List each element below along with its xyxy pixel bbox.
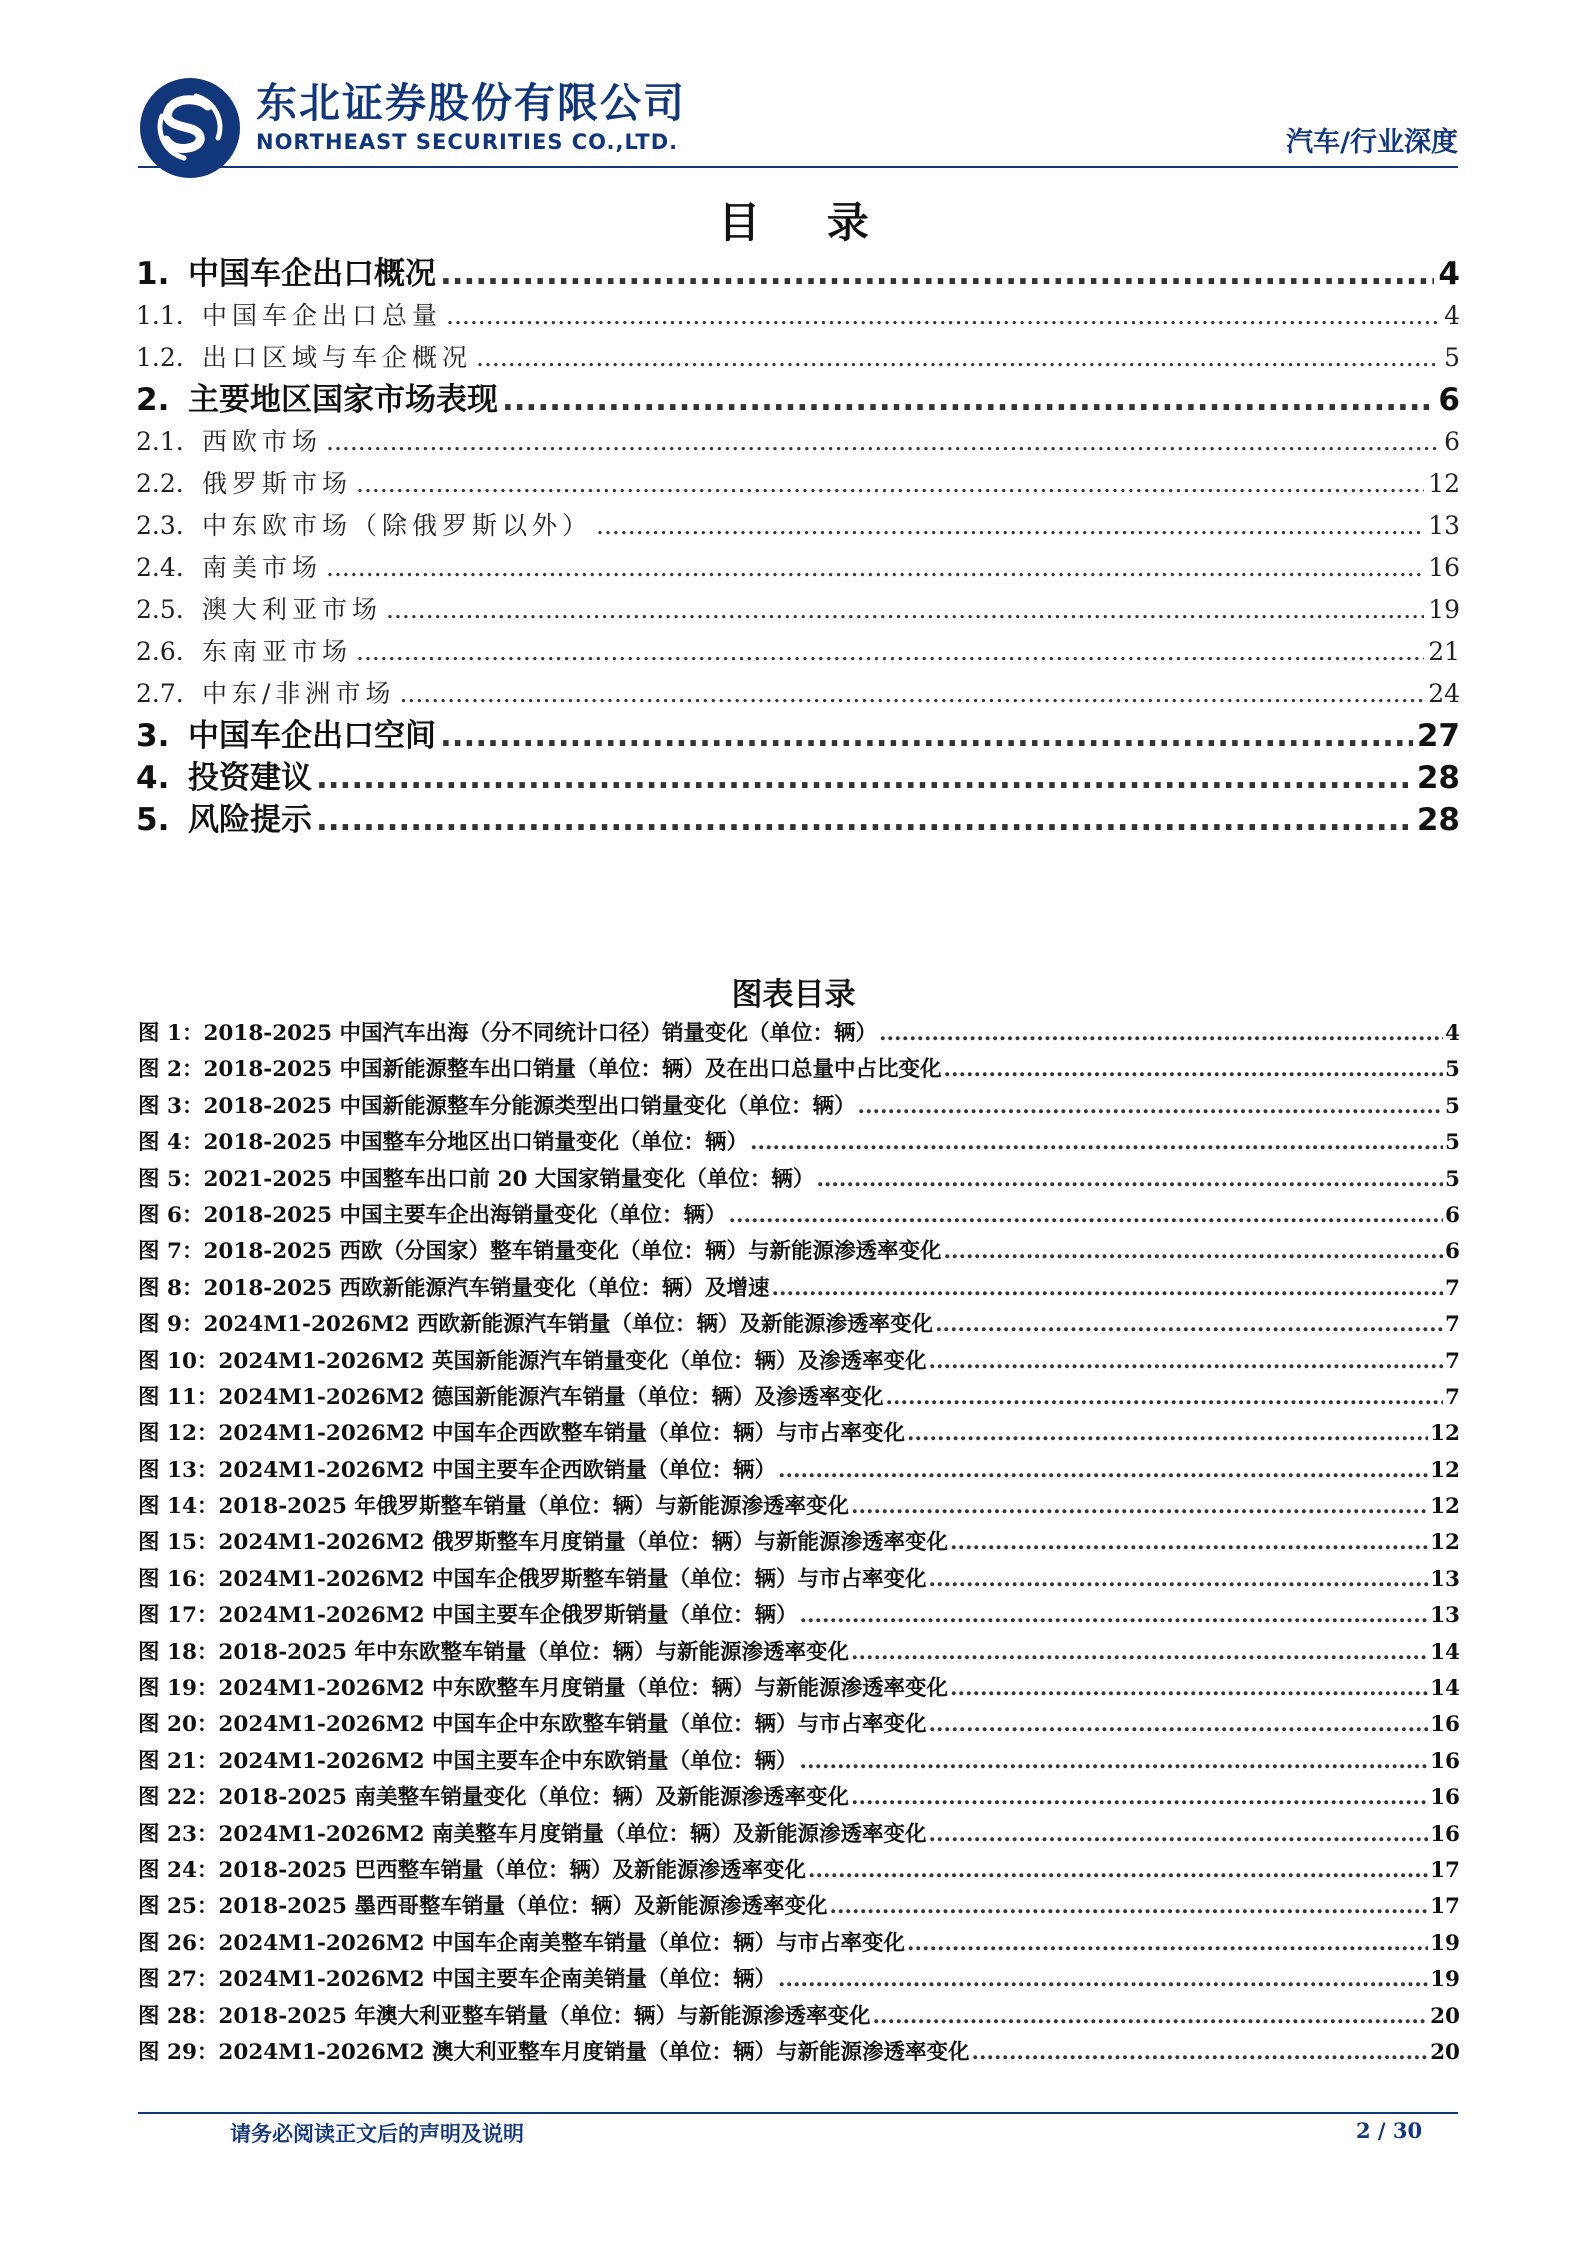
- figure-entry[interactable]: [138, 1416, 1460, 1452]
- figure-entry-page: 20: [1430, 2003, 1460, 2029]
- figure-entry-label: 图 23：2024M1-2026M2 南美整车月度销量（单位：辆）及新能源渗透率变化: [138, 1821, 927, 1847]
- toc-entry[interactable]: [136, 337, 1460, 379]
- toc-entry[interactable]: [136, 421, 1460, 463]
- toc-entry[interactable]: [136, 715, 1460, 757]
- figure-entry-label: 图 21：2024M1-2026M2 中国主要车企中东欧销量（单位：辆）: [138, 1748, 798, 1774]
- dot-leader: [879, 1016, 1443, 1052]
- dot-leader: [750, 1125, 1443, 1161]
- page-number: 2 / 30: [1356, 2118, 1423, 2143]
- toc-entry[interactable]: [136, 295, 1460, 337]
- toc-entry-number: 2.7.: [136, 679, 184, 708]
- toc-entry[interactable]: [136, 379, 1460, 421]
- toc-entry-text: 中东/非洲市场: [202, 679, 396, 708]
- toc-entry-page: 4: [1438, 256, 1460, 292]
- dot-leader: [729, 1198, 1443, 1234]
- toc-entry-page: 28: [1416, 802, 1460, 838]
- toc-entry-number: 2.6.: [136, 637, 184, 666]
- toc-entry-number: 2.4.: [136, 553, 184, 582]
- figure-entry[interactable]: [138, 1853, 1460, 1889]
- toc-entry-text: 中国车企出口概况: [188, 256, 436, 292]
- figure-entry[interactable]: [138, 1453, 1460, 1489]
- figure-entry[interactable]: [138, 1525, 1460, 1561]
- dot-leader: [326, 421, 1440, 463]
- figure-entry[interactable]: [138, 1562, 1460, 1598]
- dot-leader: [944, 1052, 1443, 1088]
- toc-entry-page: 5: [1444, 343, 1460, 372]
- dot-leader: [316, 799, 1413, 841]
- toc-entry-number: 1.: [136, 256, 170, 292]
- figure-entry-page: 6: [1445, 1202, 1460, 1228]
- figure-entry[interactable]: [138, 1926, 1460, 1962]
- toc-entry-page: 4: [1444, 301, 1460, 330]
- footer-divider: [138, 2112, 1458, 2114]
- toc-entry-page: 6: [1438, 382, 1460, 418]
- figure-entry[interactable]: [138, 1125, 1460, 1161]
- dot-leader: [858, 1089, 1443, 1125]
- toc-entry-text: 中国车企出口空间: [188, 718, 436, 754]
- toc-entry-label: [136, 505, 592, 547]
- dot-leader: [816, 1162, 1443, 1198]
- dot-leader: [476, 337, 1440, 379]
- figure-entry-label: 图 8：2018-2025 西欧新能源汽车销量变化（单位：辆）及增速: [138, 1275, 770, 1301]
- toc-entry-page: 12: [1428, 469, 1460, 498]
- figure-entry[interactable]: [138, 1052, 1460, 1088]
- figure-entry-label: 图 19：2024M1-2026M2 中东欧整车月度销量（单位：辆）与新能源渗透率变化: [138, 1676, 949, 1702]
- figure-entry-label: 图 28：2018-2025 年澳大利亚整车销量（单位：辆）与新能源渗透率变化: [138, 2003, 871, 2029]
- figure-entry-label: 图 22：2018-2025 南美整车销量变化（单位：辆）及新能源渗透率变化: [138, 1785, 849, 1811]
- toc-entry-label: [136, 631, 352, 673]
- toc-entry-label: [136, 253, 436, 295]
- figure-entry-page: 19: [1430, 1967, 1460, 1993]
- figure-entry-label: 图 1：2018-2025 中国汽车出海（分不同统计口径）销量变化（单位：辆）: [138, 1021, 878, 1046]
- toc-entry-label: [136, 295, 442, 337]
- figure-entry-label: 图 20：2024M1-2026M2 中国车企中东欧整车销量（单位：辆）与市占率变化: [138, 1712, 927, 1738]
- toc-entry-page: 28: [1416, 760, 1460, 796]
- figure-entry-page: 16: [1430, 1712, 1460, 1738]
- figure-entry-page: 5: [1445, 1093, 1460, 1119]
- dot-leader: [907, 1926, 1428, 1962]
- toc-entry[interactable]: [136, 505, 1460, 547]
- toc-entry-page: 13: [1428, 511, 1460, 540]
- dot-leader: [944, 1234, 1443, 1270]
- dot-leader: [929, 1817, 1429, 1853]
- toc-entry[interactable]: [136, 673, 1460, 715]
- figure-entry-page: 4: [1445, 1021, 1460, 1046]
- toc-entry-page: 6: [1444, 427, 1460, 456]
- figure-entry[interactable]: [138, 1999, 1460, 2035]
- figure-entry[interactable]: [138, 1889, 1460, 1925]
- figure-entry-label: 图 25：2018-2025 墨西哥整车销量（单位：辆）及新能源渗透率变化: [138, 1894, 828, 1920]
- figure-entry-label: 图 26：2024M1-2026M2 中国车企南美整车销量（单位：辆）与市占率变化: [138, 1930, 906, 1956]
- figure-entry-label: 图 24：2018-2025 巴西整车销量（单位：辆）及新能源渗透率变化: [138, 1857, 806, 1883]
- figure-entry[interactable]: [138, 1198, 1460, 1234]
- dot-leader: [873, 1999, 1429, 2035]
- dot-leader: [778, 1962, 1428, 1998]
- dot-leader: [886, 1380, 1444, 1416]
- company-logo-icon: [138, 76, 242, 180]
- dot-leader: [929, 1707, 1429, 1743]
- toc-entry-text: 俄罗斯市场: [202, 469, 353, 498]
- toc-entry-text: 东南亚市场: [202, 637, 353, 666]
- figure-entry-label: 图 4：2018-2025 中国整车分地区出口销量变化（单位：辆）: [138, 1130, 749, 1156]
- figure-entry[interactable]: [138, 1016, 1460, 1052]
- dot-leader: [772, 1271, 1443, 1307]
- figure-entry-page: 12: [1430, 1421, 1460, 1447]
- figure-entry-page: 7: [1445, 1384, 1460, 1410]
- company-name: [256, 78, 686, 156]
- figure-entry-label: 图 18：2018-2025 年中东欧整车销量（单位：辆）与新能源渗透率变化: [138, 1639, 849, 1665]
- toc-entry-text: 投资建议: [188, 760, 312, 796]
- toc-entry-number: 1.1.: [136, 301, 184, 330]
- figure-entry-label: 图 13：2024M1-2026M2 中国主要车企西欧销量（单位：辆）: [138, 1457, 777, 1483]
- toc-entry[interactable]: [136, 253, 1460, 295]
- figure-entry-page: 16: [1430, 1785, 1460, 1811]
- figure-entry[interactable]: [138, 1671, 1460, 1707]
- dot-leader: [907, 1416, 1428, 1452]
- toc-entry-page: 16: [1428, 553, 1460, 582]
- toc-entry[interactable]: [136, 631, 1460, 673]
- figure-entry-label: 图 9：2024M1-2026M2 西欧新能源汽车销量（单位：辆）及新能源渗透率变化: [138, 1312, 934, 1338]
- dot-leader: [851, 1780, 1428, 1816]
- toc-entry-label: [136, 757, 312, 799]
- figure-entry-label: 图 17：2024M1-2026M2 中国主要车企俄罗斯销量（单位：辆）: [138, 1603, 798, 1629]
- toc-entry-number: 2.5.: [136, 595, 184, 624]
- figure-entry-page: 19: [1430, 1930, 1460, 1956]
- figure-entry-page: 5: [1445, 1057, 1460, 1083]
- dot-leader: [399, 673, 1424, 715]
- figure-entry-label: 图 11：2024M1-2026M2 德国新能源汽车销量（单位：辆）及渗透率变化: [138, 1384, 884, 1410]
- dot-leader: [972, 2035, 1429, 2071]
- dot-leader: [440, 253, 1434, 295]
- dot-leader: [440, 715, 1413, 757]
- figure-entry-page: 12: [1430, 1530, 1460, 1556]
- figure-entry-label: 图 3：2018-2025 中国新能源整车分能源类型出口销量变化（单位：辆）: [138, 1093, 856, 1119]
- toc-entry-number: 3.: [136, 718, 170, 754]
- toc-entry-page: 19: [1428, 595, 1460, 624]
- toc-entry-number: 2.1.: [136, 427, 184, 456]
- dot-leader: [356, 631, 1424, 673]
- dot-leader: [929, 1344, 1444, 1380]
- toc-entry-label: [136, 715, 436, 757]
- figure-entry-page: 12: [1430, 1457, 1460, 1483]
- toc-entry-text: 南美市场: [202, 553, 323, 582]
- figure-entry-page: 13: [1430, 1603, 1460, 1629]
- toc-entry-label: [136, 379, 498, 421]
- figure-entry-page: 6: [1445, 1239, 1460, 1265]
- dot-leader: [935, 1307, 1443, 1343]
- figure-entry-page: 7: [1445, 1312, 1460, 1338]
- toc-entry-text: 澳大利亚市场: [202, 595, 383, 624]
- figure-entry-page: 5: [1445, 1166, 1460, 1192]
- figure-entry[interactable]: [138, 1162, 1460, 1198]
- dot-leader: [950, 1525, 1428, 1561]
- dot-leader: [326, 547, 1424, 589]
- figure-entry-label: 图 6：2018-2025 中国主要车企出海销量变化（单位：辆）: [138, 1202, 727, 1228]
- figure-entry[interactable]: [138, 1234, 1460, 1270]
- dot-leader: [356, 463, 1424, 505]
- toc-entry-text: 中国车企出口总量: [202, 301, 443, 330]
- figure-entry[interactable]: [138, 1707, 1460, 1743]
- toc-entry-text: 主要地区国家市场表现: [188, 382, 498, 418]
- toc-entry-page: 21: [1428, 637, 1460, 666]
- toc-entry-label: [136, 799, 312, 841]
- toc-entry[interactable]: [136, 799, 1460, 841]
- figure-entry-page: 17: [1430, 1857, 1460, 1883]
- figure-entry-label: 图 2：2018-2025 中国新能源整车出口销量（单位：辆）及在出口总量中占比变化: [138, 1057, 942, 1083]
- header-divider: [138, 166, 1458, 168]
- figure-entry[interactable]: [138, 1380, 1460, 1416]
- figure-entry[interactable]: [138, 1817, 1460, 1853]
- toc-entry[interactable]: [136, 757, 1460, 799]
- figure-entry-page: 7: [1445, 1275, 1460, 1301]
- figure-list: [138, 1016, 1460, 2071]
- toc-entry-text: 出口区域与车企概况: [202, 343, 473, 372]
- figure-entry-page: 5: [1445, 1130, 1460, 1156]
- figure-entry-page: 16: [1430, 1748, 1460, 1774]
- toc-title: 目 录: [718, 198, 895, 247]
- footer-disclaimer: 请务必阅读正文后的声明及说明: [230, 2122, 524, 2146]
- figure-entry-page: 13: [1430, 1566, 1460, 1592]
- table-of-contents: [136, 253, 1460, 841]
- figure-entry[interactable]: [138, 1307, 1460, 1343]
- figure-entry[interactable]: [138, 2035, 1460, 2071]
- toc-entry-label: [136, 463, 352, 505]
- figure-entry-label: 图 29：2024M1-2026M2 澳大利亚整车月度销量（单位：辆）与新能源渗透率变化: [138, 2039, 970, 2065]
- dot-leader: [596, 505, 1424, 547]
- dot-leader: [386, 589, 1424, 631]
- figure-entry[interactable]: [138, 1962, 1460, 1998]
- toc-entry-page: 27: [1416, 718, 1460, 754]
- dot-leader: [502, 379, 1434, 421]
- figure-entry[interactable]: [138, 1271, 1460, 1307]
- toc-entry[interactable]: [136, 589, 1460, 631]
- toc-entry-number: 1.2.: [136, 343, 184, 372]
- figure-entry-label: 图 27：2024M1-2026M2 中国主要车企南美销量（单位：辆）: [138, 1967, 777, 1993]
- figure-entry[interactable]: [138, 1744, 1460, 1780]
- toc-entry-label: [136, 547, 322, 589]
- figure-entry[interactable]: [138, 1089, 1460, 1125]
- dot-leader: [778, 1453, 1428, 1489]
- company-name-cn: 东北证券股份有限公司: [256, 79, 686, 127]
- figure-entry[interactable]: [138, 1635, 1460, 1671]
- toc-entry-text: 西欧市场: [202, 427, 323, 456]
- figure-entry[interactable]: [138, 1780, 1460, 1816]
- figure-list-title: 图表目录: [731, 977, 856, 1013]
- toc-entry-label: [136, 589, 382, 631]
- figure-entry-page: 12: [1430, 1494, 1460, 1520]
- figure-entry-page: 14: [1430, 1639, 1460, 1665]
- figure-entry[interactable]: [138, 1489, 1460, 1525]
- toc-entry[interactable]: [136, 547, 1460, 589]
- figure-entry-label: 图 16：2024M1-2026M2 中国车企俄罗斯整车销量（单位：辆）与市占率变化: [138, 1566, 927, 1592]
- toc-entry-label: [136, 337, 472, 379]
- dot-leader: [950, 1671, 1428, 1707]
- dot-leader: [851, 1489, 1428, 1525]
- toc-entry-label: [136, 421, 322, 463]
- toc-entry-number: 2.3.: [136, 511, 184, 540]
- dot-leader: [808, 1853, 1428, 1889]
- dot-leader: [851, 1635, 1428, 1671]
- report-category: 汽车/行业深度: [1286, 127, 1458, 158]
- figure-entry-page: 20: [1430, 2039, 1460, 2065]
- figure-entry-label: 图 7：2018-2025 西欧（分国家）整车销量变化（单位：辆）与新能源渗透率变化: [138, 1239, 942, 1265]
- figure-entry-label: 图 5：2021-2025 中国整车出口前 20 大国家销量变化（单位：辆）: [138, 1166, 815, 1192]
- toc-entry-text: 风险提示: [188, 802, 312, 838]
- dot-leader: [800, 1744, 1429, 1780]
- figure-entry-label: 图 10：2024M1-2026M2 英国新能源汽车销量变化（单位：辆）及渗透率变化: [138, 1348, 927, 1374]
- figure-entry[interactable]: [138, 1344, 1460, 1380]
- dot-leader: [800, 1598, 1429, 1634]
- toc-entry-text: 中东欧市场（除俄罗斯以外）: [202, 511, 593, 540]
- toc-entry-page: 24: [1428, 679, 1460, 708]
- figure-entry-page: 14: [1430, 1676, 1460, 1702]
- toc-entry-number: 4.: [136, 760, 170, 796]
- company-name-en: NORTHEAST SECURITIES CO.,LTD.: [256, 130, 679, 154]
- figure-entry-label: 图 15：2024M1-2026M2 俄罗斯整车月度销量（单位：辆）与新能源渗透率变化: [138, 1530, 949, 1556]
- figure-entry-label: 图 14：2018-2025 年俄罗斯整车销量（单位：辆）与新能源渗透率变化: [138, 1494, 849, 1520]
- dot-leader: [830, 1889, 1429, 1925]
- figure-entry-page: 7: [1445, 1348, 1460, 1374]
- dot-leader: [316, 757, 1413, 799]
- toc-entry-number: 2.2.: [136, 469, 184, 498]
- figure-entry-page: 17: [1430, 1894, 1460, 1920]
- toc-entry-number: 2.: [136, 382, 170, 418]
- figure-entry[interactable]: [138, 1598, 1460, 1634]
- figure-entry-label: 图 12：2024M1-2026M2 中国车企西欧整车销量（单位：辆）与市占率变化: [138, 1421, 906, 1447]
- page-header: [138, 72, 1458, 168]
- toc-entry-label: [136, 673, 395, 715]
- dot-leader: [446, 295, 1440, 337]
- figure-entry-page: 16: [1430, 1821, 1460, 1847]
- toc-entry[interactable]: [136, 463, 1460, 505]
- dot-leader: [929, 1562, 1429, 1598]
- toc-entry-number: 5.: [136, 802, 170, 838]
